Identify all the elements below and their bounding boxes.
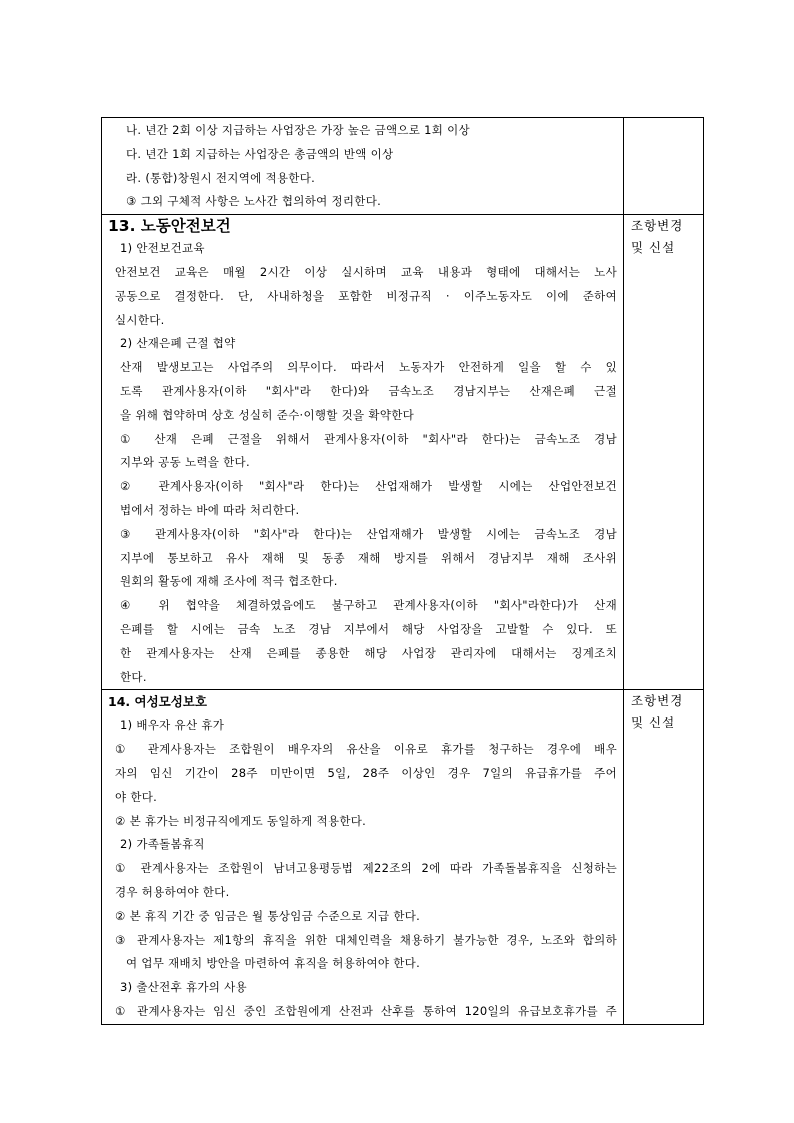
text-line: 여 업무 재배치 방안을 마련하여 휴직을 허용하여야 한다. bbox=[126, 956, 421, 971]
subsection-title: 3) 출산전후 휴가의 사용 bbox=[120, 980, 247, 995]
text-line: 산재 발생보고는 사업주의 의무이다. 따라서 노동자가 안전하게 일을 할 수 있 bbox=[120, 360, 617, 375]
text-line: 라. (통합)창원시 전지역에 적용한다. bbox=[126, 170, 316, 185]
text-line: 은폐를 할 시에는 금속 노조 경남 지부에서 해당 사업장을 고발할 수 있다. 또 bbox=[120, 621, 617, 636]
text-line: ① 관계사용자는 조합원이 남녀고용평등법 제22조의 2에 따라 가족돌봄휴직을 신청하는 bbox=[115, 861, 617, 876]
document-table bbox=[101, 117, 704, 1025]
text-line: ② 관계사용자(이하 "회사"라 한다)는 산업재해가 발생할 시에는 산업안전보건 bbox=[120, 479, 617, 494]
section-title: 13. 노동안전보건 bbox=[108, 217, 231, 236]
text-line: 한다. bbox=[120, 669, 147, 684]
subsection-title: 1) 안전보건교육 bbox=[120, 241, 205, 256]
note-cell bbox=[624, 690, 704, 1024]
text-line: 지부에 통보하고 유사 재해 및 동종 재해 방지를 위해서 경남지부 재해 조사위 bbox=[120, 550, 617, 565]
content-cell bbox=[102, 118, 624, 215]
content-cell bbox=[102, 215, 624, 690]
text-line: 실시한다. bbox=[115, 312, 165, 327]
table-row bbox=[102, 215, 704, 690]
note-line: 조항변경 bbox=[631, 693, 684, 709]
subsection-title: 2) 산재은폐 근절 협약 bbox=[120, 336, 236, 351]
text-line: 나. 년간 2회 이상 지급하는 사업장은 가장 높은 금액으로 1회 이상 bbox=[126, 123, 470, 137]
text-line: 법에서 정하는 바에 따라 처리한다. bbox=[120, 502, 300, 517]
text-line: ② 본 휴직 기간 중 임금은 월 통상임금 수준으로 지급 한다. bbox=[115, 908, 421, 923]
subsection-title: 1) 배우자 유산 휴가 bbox=[120, 718, 225, 733]
note-cell bbox=[624, 215, 704, 690]
text-line: 공동으로 결정한다. 단, 사내하청을 포함한 비정규직 · 이주노동자도 이에 준하여 bbox=[115, 288, 617, 303]
text-line: 원회의 활동에 재해 조사에 적극 협조한다. bbox=[120, 574, 338, 589]
table-row bbox=[102, 690, 704, 1024]
text-line: ③ 관계사용자(이하 "회사"라 한다)는 산업재해가 발생할 시에는 금속노조 경남 bbox=[120, 526, 617, 541]
note-line: 조항변경 bbox=[631, 218, 684, 234]
text-line: 자의 임신 기간이 28주 미만이면 5일, 28주 이상인 경우 7일의 유급휴가를 주어 bbox=[115, 765, 617, 780]
content-cell bbox=[102, 690, 624, 1024]
text-line: ① 관계사용자는 임신 중인 조합원에게 산전과 산후를 통하여 120일의 유급보호휴가를 주 bbox=[115, 1003, 617, 1018]
note-cell bbox=[624, 118, 704, 215]
text-line: 안전보건 교육은 매월 2시간 이상 실시하며 교육 내용과 형태에 대해서는 노사 bbox=[115, 264, 617, 279]
text-line: ① 산재 은폐 근절을 위해서 관계사용자(이하 "회사"라 한다)는 금속노조 경남 bbox=[120, 431, 617, 446]
text-line: 한 관계사용자는 산재 은폐를 종용한 해당 사업장 관리자에 대해서는 징계조치 bbox=[120, 645, 617, 660]
text-line: 을 위해 협약하며 상호 성실히 준수·이행할 것을 확약한다 bbox=[120, 407, 415, 422]
table-row bbox=[102, 118, 704, 215]
note-line: 및 신설 bbox=[631, 715, 676, 731]
section-title: 14. 여성모성보호 bbox=[108, 694, 207, 710]
text-line: ③ 관계사용자는 제1항의 휴직을 위한 대체인력을 채용하기 불가능한 경우, 노조와 합의하 bbox=[115, 932, 617, 947]
text-line: 다. 년간 1회 지급하는 사업장은 총금액의 반액 이상 bbox=[126, 146, 394, 161]
text-line: ③ 그외 구체적 사항은 노사간 협의하여 정리한다. bbox=[126, 194, 382, 209]
text-line: 경우 허용하여야 한다. bbox=[115, 884, 230, 899]
text-line: ① 관계사용자는 조합원이 배우자의 유산을 이유로 휴가를 청구하는 경우에 배우 bbox=[115, 742, 617, 757]
text-line: 야 한다. bbox=[115, 789, 158, 804]
text-line: 지부와 공동 노력을 한다. bbox=[120, 455, 250, 470]
text-line: ④ 위 협약을 체결하였음에도 불구하고 관계사용자(이하 "회사"라한다)가 산재 bbox=[120, 598, 617, 613]
subsection-title: 2) 가족돌봄휴직 bbox=[120, 837, 205, 852]
note-line: 및 신설 bbox=[631, 240, 676, 256]
text-line: ② 본 휴가는 비정규직에게도 동일하게 적용한다. bbox=[115, 813, 367, 828]
text-line: 도록 관계사용자(이하 "회사"라 한다)와 금속노조 경남지부는 산재은폐 근절 bbox=[120, 383, 617, 398]
